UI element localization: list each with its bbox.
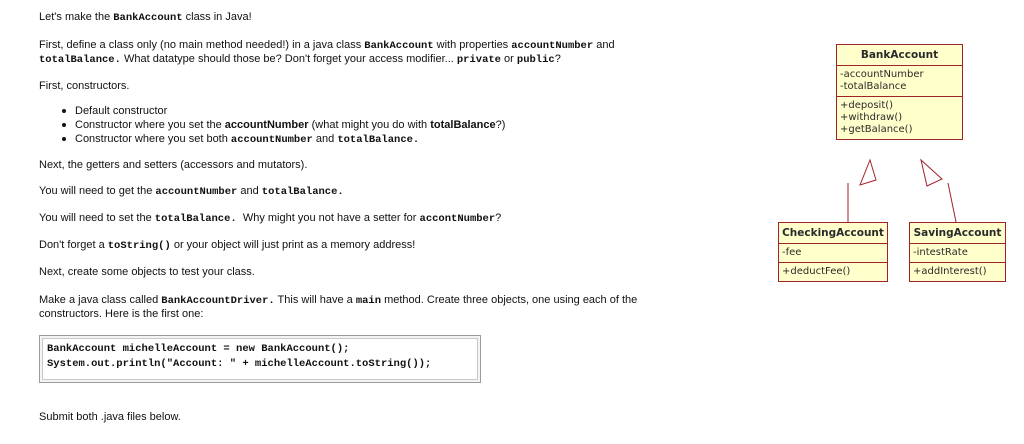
code: totalBalance. (261, 186, 344, 198)
bold-text: totalBalance (430, 119, 496, 131)
submit-line: Submit both .java files below. (39, 411, 181, 423)
text: method. Create three objects, one using each of the (381, 294, 638, 306)
code: accountNumber (230, 134, 313, 146)
text: and (312, 133, 338, 145)
code: accountNumber (511, 40, 594, 52)
uml-method: +addInterest() (913, 266, 987, 277)
text: ? (495, 212, 502, 224)
uml-attributes (910, 244, 1005, 263)
getters-setters-line: Next, the getters and setters (accessors and mutators). (39, 159, 308, 171)
driver-line-2: constructors. Here is the first one: (39, 308, 204, 320)
uml-method: +getBalance() (840, 124, 913, 135)
code: public (516, 54, 555, 66)
uml-class-name: SavingAccount (910, 223, 1005, 244)
text: or (500, 53, 517, 65)
text: Don't forget a (39, 239, 108, 251)
text: Default constructor (75, 105, 168, 117)
uml-attribute: -totalBalance (840, 81, 907, 92)
uml-method: +deposit() (840, 100, 894, 111)
uml-class-savingaccount (909, 222, 1006, 282)
code: toString() (107, 240, 171, 252)
code-line: BankAccount michelleAccount = new BankAccount(); (47, 343, 350, 355)
text: with properties (433, 39, 512, 51)
uml-attributes (837, 66, 962, 97)
code: BankAccountDriver. (161, 295, 275, 307)
code-line: System.out.println("Account: " + michelleAccount.toString()); (47, 358, 432, 370)
text: (what might you do with (308, 119, 431, 131)
uml-method: +withdraw() (840, 112, 903, 123)
code: totalBalance. (337, 134, 420, 146)
saving-inherit-arrowhead (921, 160, 942, 186)
text: and (237, 185, 262, 197)
code: totalBalance. (154, 213, 237, 225)
code: accontNumber (419, 213, 496, 225)
bold-text: accountNumber (224, 119, 309, 131)
constructors-heading: First, constructors. (39, 80, 130, 92)
code: BankAccount (364, 40, 434, 52)
uml-attribute: -intestRate (913, 247, 968, 258)
uml-class-name: BankAccount (837, 45, 962, 66)
uml-class-checkingaccount (778, 222, 888, 282)
title-text: Let's make the (39, 11, 114, 23)
uml-attributes (779, 244, 887, 263)
uml-methods (837, 97, 962, 139)
uml-attribute: -accountNumber (840, 69, 924, 80)
checking-inherit-arrowhead (860, 160, 876, 185)
text: ?) (495, 119, 506, 131)
text: or your object will just print as a memory address! (170, 239, 416, 251)
title-code: BankAccount (113, 12, 183, 24)
uml-class-bankaccount (836, 44, 963, 140)
text: You will need to get the (39, 185, 156, 197)
uml-methods (779, 263, 887, 281)
text: Constructor where you set both (75, 133, 231, 145)
uml-attribute: -fee (782, 247, 802, 258)
code: accountNumber (155, 186, 238, 198)
text: Constructor where you set the (75, 119, 225, 131)
uml-method: +deductFee() (782, 266, 851, 277)
text: You will need to set the (39, 212, 155, 224)
text: First, define a class only (no main method needed!) in a java class (39, 39, 365, 51)
code: main (355, 295, 382, 307)
objects-line: Next, create some objects to test your class. (39, 266, 255, 278)
code: totalBalance. (39, 54, 121, 66)
code: private (456, 54, 501, 66)
saving-inherit-line (948, 183, 956, 222)
text: and (593, 39, 615, 51)
title-text-end: class in Java! (182, 11, 252, 23)
text: What datatype should those be? Don't forget your access modifier... (120, 53, 457, 65)
text: This will have a (274, 294, 356, 306)
text: Make a java class called (39, 294, 162, 306)
text: ? (554, 53, 561, 65)
uml-class-name: CheckingAccount (779, 223, 887, 244)
text: Why might you not have a setter for (236, 212, 420, 224)
uml-methods (910, 263, 1005, 281)
